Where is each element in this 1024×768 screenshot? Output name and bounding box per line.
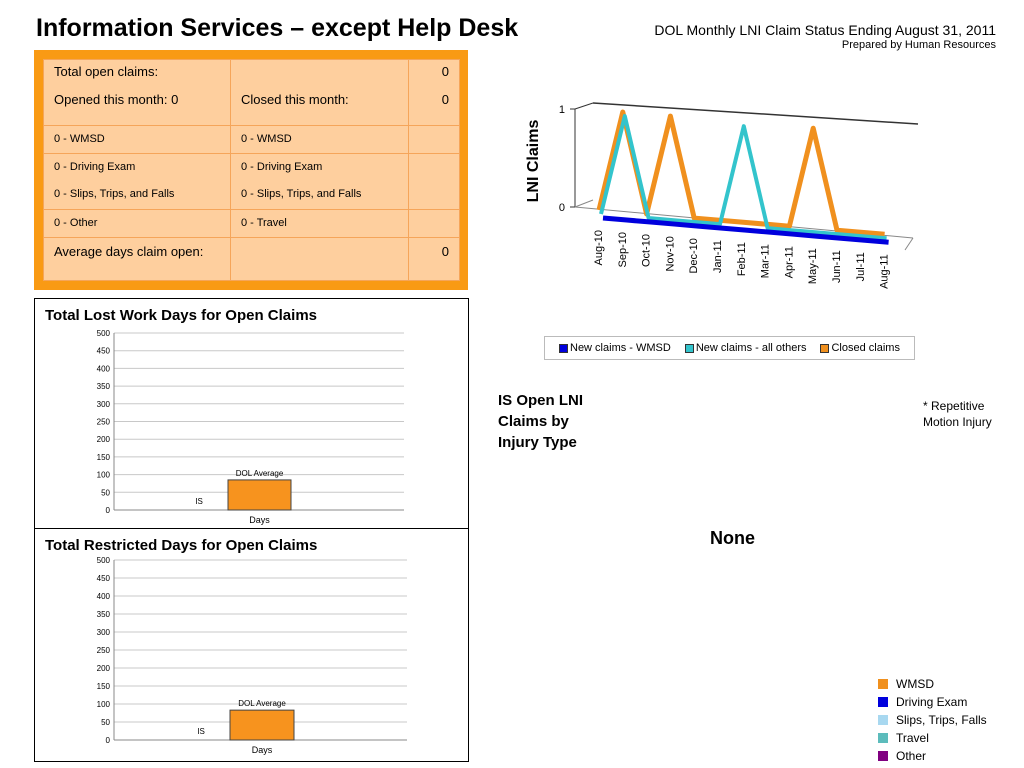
x-tick-label: Oct-10 [640,234,653,268]
y-tick-label: 500 [96,556,110,565]
summary-cell [409,60,460,126]
injury-legend-item [878,711,987,729]
injury-legend-item [878,729,987,747]
lost-days-chart [35,299,468,528]
closed-driving-exam: 0 - Driving Exam [241,161,323,173]
summary-cell [231,60,409,126]
series-label-dol-average: DOL Average [238,699,286,709]
y-tick-label: 150 [96,452,110,462]
opened-this-month: Opened this month: 0 [54,92,179,107]
avg-days-label: Average days claim open: [54,244,204,259]
summary-cell [44,210,231,238]
lost-days-panel [34,298,469,529]
y-tick-label: 450 [96,346,110,356]
x-tick-label: Dec-10 [688,238,701,274]
opened-slips-trips: 0 - Slips, Trips, and Falls [54,188,175,200]
page-title: Information Services – except Help Desk [36,14,519,42]
injury-legend-item [878,747,987,765]
legend-label: Other [896,749,927,763]
y-tick-label: 200 [96,664,110,673]
report-subtitle: DOL Monthly LNI Claim Status Ending August 31, 2011 [654,22,996,38]
opened-driving-exam: 0 - Driving Exam [54,161,136,173]
y-tick-label: 50 [101,488,110,498]
series-label-is: IS [195,497,203,507]
summary-box [34,50,468,290]
no-claims-text: None [710,528,755,548]
legend-swatch [878,733,888,743]
y-tick-label: 500 [96,329,110,338]
x-tick-label: Jul-11 [854,252,867,282]
summary-cell [409,154,460,210]
injury-legend-item [878,693,987,711]
legend-label: WMSD [896,677,934,691]
chart-floor-corner [905,238,913,250]
x-tick-label: Sep-10 [616,232,629,268]
summary-cell [409,238,460,281]
injury-legend-item [878,675,987,693]
y-tick-label: 0 [105,506,110,515]
avg-days-value: 0 [441,244,449,259]
y-tick-label: 250 [96,646,110,655]
series-label-dol-average: DOL Average [235,468,284,478]
y-tick-label: 100 [96,470,110,480]
y-tick-label: 300 [96,399,110,409]
pie-chart-title: IS Open LNI Claims by Injury Type [498,392,584,451]
lni-claims-line-chart [515,95,935,300]
y-tick-label: 400 [96,592,110,601]
restricted-days-chart [35,529,468,761]
legend-item [685,342,807,354]
y-tick-label: 200 [96,435,110,445]
summary-cell [409,210,460,238]
x-tick-label: Aug-10 [593,230,605,266]
y-tick-label: 0 [105,736,110,745]
y-tick-label: 150 [96,682,110,691]
summary-table-container [43,59,459,281]
legend-swatch [878,679,888,689]
y-tick-label: 450 [96,574,110,583]
legend-label: New claims - all others [695,342,807,354]
legend-item [559,342,671,354]
summary-cell [44,238,231,281]
restricted-days-panel [34,528,469,762]
summary-cell [44,154,231,210]
y-axis-title: LNI Claims [525,119,542,203]
x-tick-label: Aug-11 [878,254,891,289]
closed-this-month-label: Closed this month: [241,92,349,107]
legend-swatch [878,697,888,707]
x-tick-label: Jan-11 [712,240,724,273]
x-tick-label: Nov-10 [664,236,677,272]
summary-cell [44,60,231,126]
bar-dol-average [230,710,294,740]
total-open-label: Total open claims: [54,64,159,79]
x-tick-label: Mar-11 [759,244,772,279]
prepared-by: Prepared by Human Resources [841,39,996,51]
opened-wmsd: 0 - WMSD [54,133,105,145]
closed-slips-trips: 0 - Slips, Trips, and Falls [241,188,362,200]
x-tick-label: Apr-11 [783,246,796,279]
summary-cell [231,126,409,154]
y-tick-label: 300 [96,628,110,637]
summary-cell [231,154,409,210]
legend-swatch [685,344,694,353]
y-tick-label: 50 [101,718,110,727]
summary-cell [231,238,409,281]
injury-type-legend [878,675,987,765]
y-tick-label: 100 [96,700,110,709]
chart-floor-side [575,200,593,207]
restricted-days-title: Total Restricted Days for Open Claims [45,537,318,554]
y-tick-label: 250 [96,417,110,427]
closed-travel: 0 - Travel [241,217,287,229]
summary-cell [231,210,409,238]
chart-wall-corner [575,103,593,109]
closed-this-month-value: 0 [441,92,449,107]
total-open-value: 0 [441,64,449,79]
x-axis-label: Days [251,745,273,755]
legend-swatch [878,715,888,725]
y-tick-label: 1 [558,104,565,116]
x-tick-label: Jun-11 [831,250,843,284]
bar-dol-average [228,480,291,510]
series-label-is: IS [197,727,205,737]
line-chart-legend [544,336,915,360]
x-tick-label: Feb-11 [735,242,748,277]
closed-wmsd: 0 - WMSD [241,133,292,145]
legend-label: Closed claims [831,342,900,354]
summary-cell [409,126,460,154]
legend-label: New claims - WMSD [570,342,671,354]
chart-wall-top [593,103,918,124]
legend-swatch [820,344,829,353]
legend-swatch [559,344,568,353]
y-tick-label: 400 [96,364,110,374]
y-tick-label: 0 [558,202,565,214]
x-axis-label: Days [249,515,270,525]
summary-table [43,59,460,281]
y-tick-label: 350 [96,382,110,392]
legend-item [820,342,899,354]
repetitive-motion-note: * Repetitive Motion Injury [923,399,992,429]
lost-days-title: Total Lost Work Days for Open Claims [45,307,317,324]
x-tick-label: May-11 [807,248,820,285]
legend-swatch [878,751,888,761]
legend-label: Travel [896,731,929,745]
summary-cell [44,126,231,154]
opened-other: 0 - Other [54,217,98,229]
legend-label: Slips, Trips, Falls [896,713,987,727]
legend-label: Driving Exam [896,695,968,709]
y-tick-label: 350 [96,610,110,619]
